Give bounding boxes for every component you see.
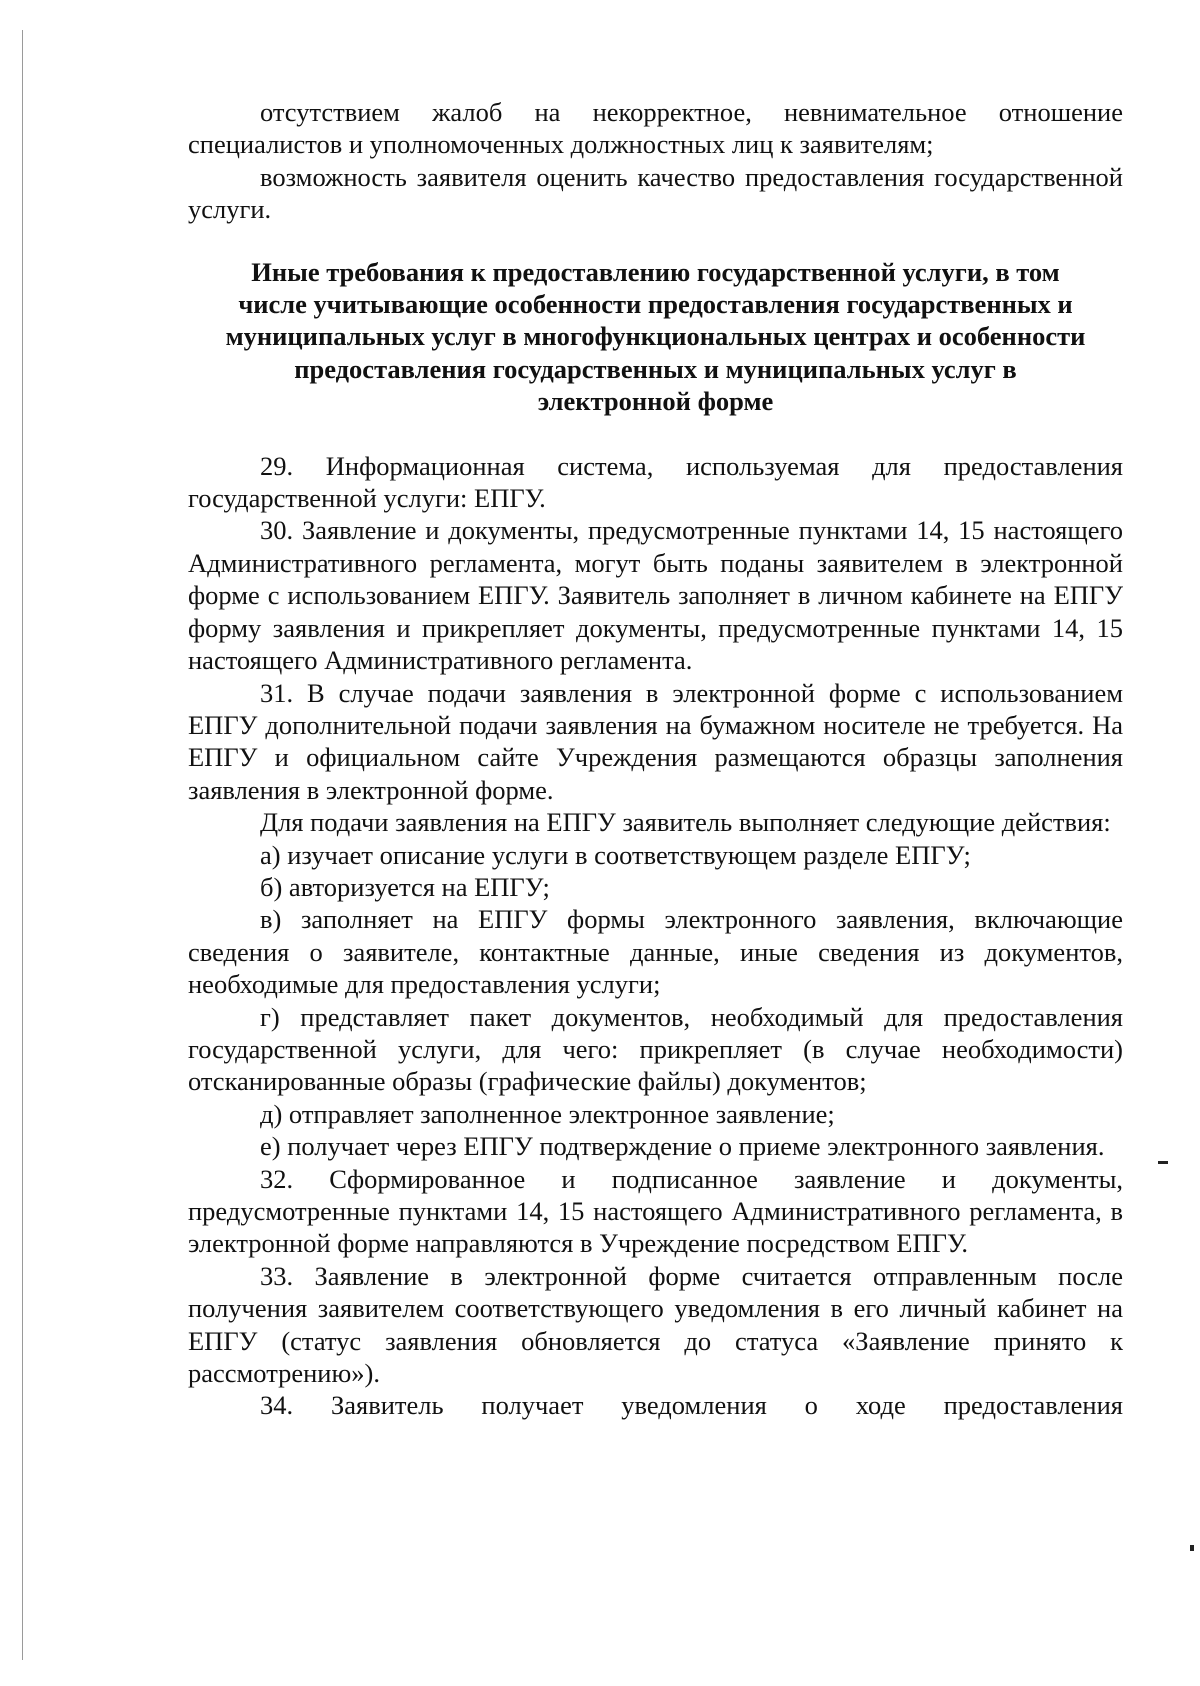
paragraph-30: 30. Заявление и документы, предусмотренные пунктами 14, 15 настоящего Административного регламента, могут быть поданы заявителем в электронной форме с использованием ЕПГУ. Заявитель заполняет в личном кабинете на ЕПГУ форму заявления и прикрепляет документы, предусмотренные пунктами 14, 15 настоящего Административного регламента. bbox=[188, 515, 1123, 676]
paragraph-31: 31. В случае подачи заявления в электронной форме с использованием ЕПГУ дополнительной подачи заявления на бумажном носителе не требуется. На ЕПГУ и официальном сайте Учреждения размещаются образцы заполнения заявления в электронной форме. bbox=[188, 677, 1123, 805]
section-heading bbox=[188, 256, 1123, 418]
list-item-a: а) изучает описание услуги в соответствующем разделе ЕПГУ; bbox=[260, 839, 971, 870]
heading-line: Иные требования к предоставлению государственной услуги, в том bbox=[251, 256, 1060, 287]
list-item-e: е) получает через ЕПГУ подтверждение о приеме электронного заявления. bbox=[260, 1131, 1105, 1162]
scan-speck bbox=[1190, 1545, 1194, 1551]
list-item-d: д) отправляет заполненное электронное заявление; bbox=[260, 1098, 835, 1129]
list-item-v: в) заполняет на ЕПГУ формы электронного заявления, включающие сведения о заявителе, контактные данные, иные сведения из документов, необходимые для предоставления услуги; bbox=[188, 904, 1123, 1000]
heading-line: муниципальных услуг в многофункциональных центрах и особенности bbox=[225, 321, 1086, 352]
scan-edge-line bbox=[22, 30, 23, 1660]
heading-line: электронной форме bbox=[537, 386, 774, 417]
paragraph: Для подачи заявления на ЕПГУ заявитель выполняет следующие действия: bbox=[260, 807, 1111, 838]
list-item-b: б) авторизуется на ЕПГУ; bbox=[260, 871, 550, 902]
paragraph-29: 29. Информационная система, используемая для предоставления государственной услуги: ЕПГУ. bbox=[188, 450, 1123, 514]
list-item-g: г) представляет пакет документов, необходимый для предоставления государственной услуги, для чего: прикрепляет (в случае необходимости) отсканированные образы (графические файлы) документов; bbox=[188, 1001, 1123, 1097]
paragraph: возможность заявителя оценить качество предоставления государственной услуги. bbox=[188, 161, 1123, 225]
document-page bbox=[188, 96, 1123, 1422]
paragraph-34: 34. Заявитель получает уведомления о ходе предоставления bbox=[260, 1390, 1123, 1421]
paragraph-33: 33. Заявление в электронной форме считается отправленным после получения заявителем соответствующего уведомления в его личный кабинет на ЕПГУ (статус заявления обновляется до статуса «Заявление принято к рассмотрению»). bbox=[188, 1260, 1123, 1389]
scan-speck bbox=[1158, 1161, 1168, 1164]
heading-line: предоставления государственных и муниципальных услуг в bbox=[294, 353, 1017, 384]
heading-line: числе учитывающие особенности предоставления государственных и bbox=[238, 289, 1073, 320]
paragraph-32: 32. Сформированное и подписанное заявление и документы, предусмотренные пунктами 14, 15 настоящего Административного регламента, в электронной форме направляются в Учреждение посредством ЕПГУ. bbox=[188, 1163, 1123, 1259]
paragraph: отсутствием жалоб на некорректное, невнимательное отношение специалистов и уполномоченных должностных лиц к заявителям; bbox=[188, 97, 1123, 160]
